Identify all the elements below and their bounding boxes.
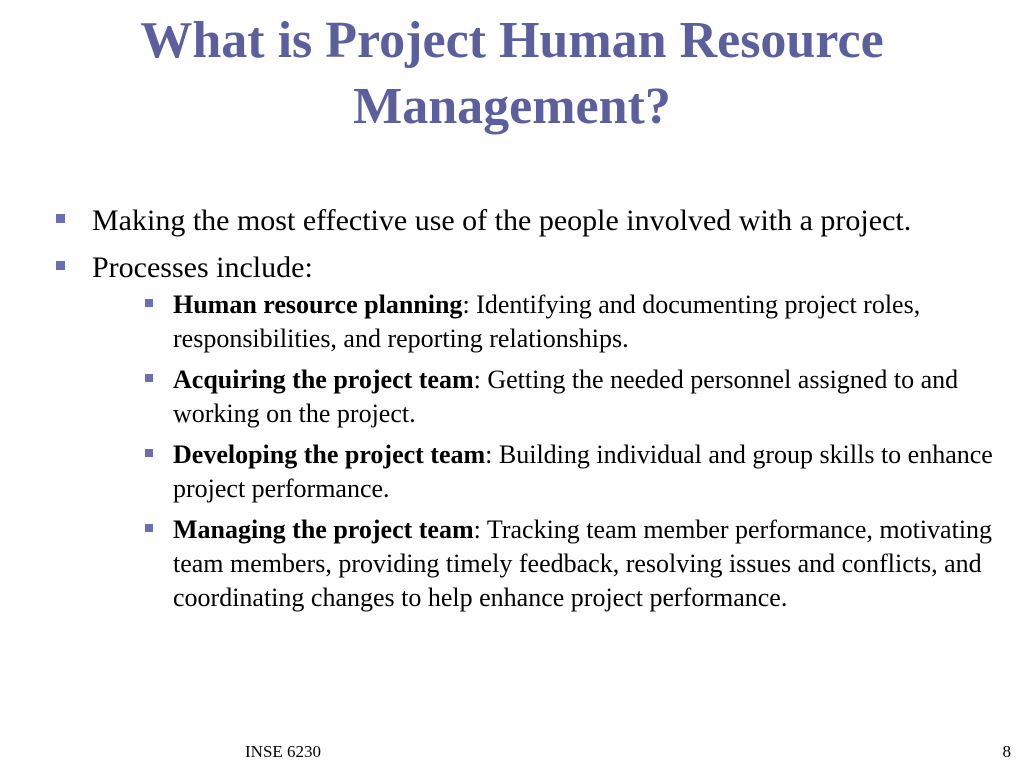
square-bullet-icon bbox=[145, 299, 153, 307]
process-item bbox=[137, 438, 996, 506]
bullet-item bbox=[56, 202, 996, 239]
bullet-item bbox=[56, 249, 996, 615]
process-term: Developing the project team bbox=[173, 440, 486, 469]
square-bullet-icon bbox=[145, 374, 153, 382]
bullet-text: Making the most effective use of the people involved with a project. bbox=[92, 204, 912, 237]
slide-content bbox=[56, 202, 996, 625]
process-description: : Getting the needed personnel assigned to and working on the project. bbox=[173, 365, 959, 428]
process-description: : Building individual and group skills to enhance project performance. bbox=[173, 440, 993, 503]
slide-title: What is Project Human Resource Management? bbox=[140, 12, 884, 135]
square-bullet-icon bbox=[56, 261, 65, 270]
process-item bbox=[137, 288, 996, 356]
process-term: Acquiring the project team bbox=[173, 365, 474, 394]
square-bullet-icon bbox=[145, 449, 153, 457]
process-term: Human resource planning bbox=[173, 290, 463, 319]
process-list bbox=[137, 288, 996, 615]
square-bullet-icon bbox=[56, 214, 65, 223]
process-description: : Tracking team member performance, motivating team members, providing timely feedback, resolving issues and conflicts, and coordinating changes to help enhance project performance. bbox=[173, 515, 993, 612]
process-item bbox=[137, 363, 996, 431]
process-description: : Identifying and documenting project roles, responsibilities, and reporting relationships. bbox=[173, 290, 921, 353]
bullet-text: Processes include: bbox=[92, 251, 313, 284]
square-bullet-icon bbox=[145, 524, 153, 532]
footer-page-number: 8 bbox=[1002, 742, 1011, 761]
footer-course: INSE 6230 bbox=[245, 742, 322, 761]
process-item bbox=[137, 513, 996, 615]
process-term: Managing the project team bbox=[173, 515, 474, 544]
